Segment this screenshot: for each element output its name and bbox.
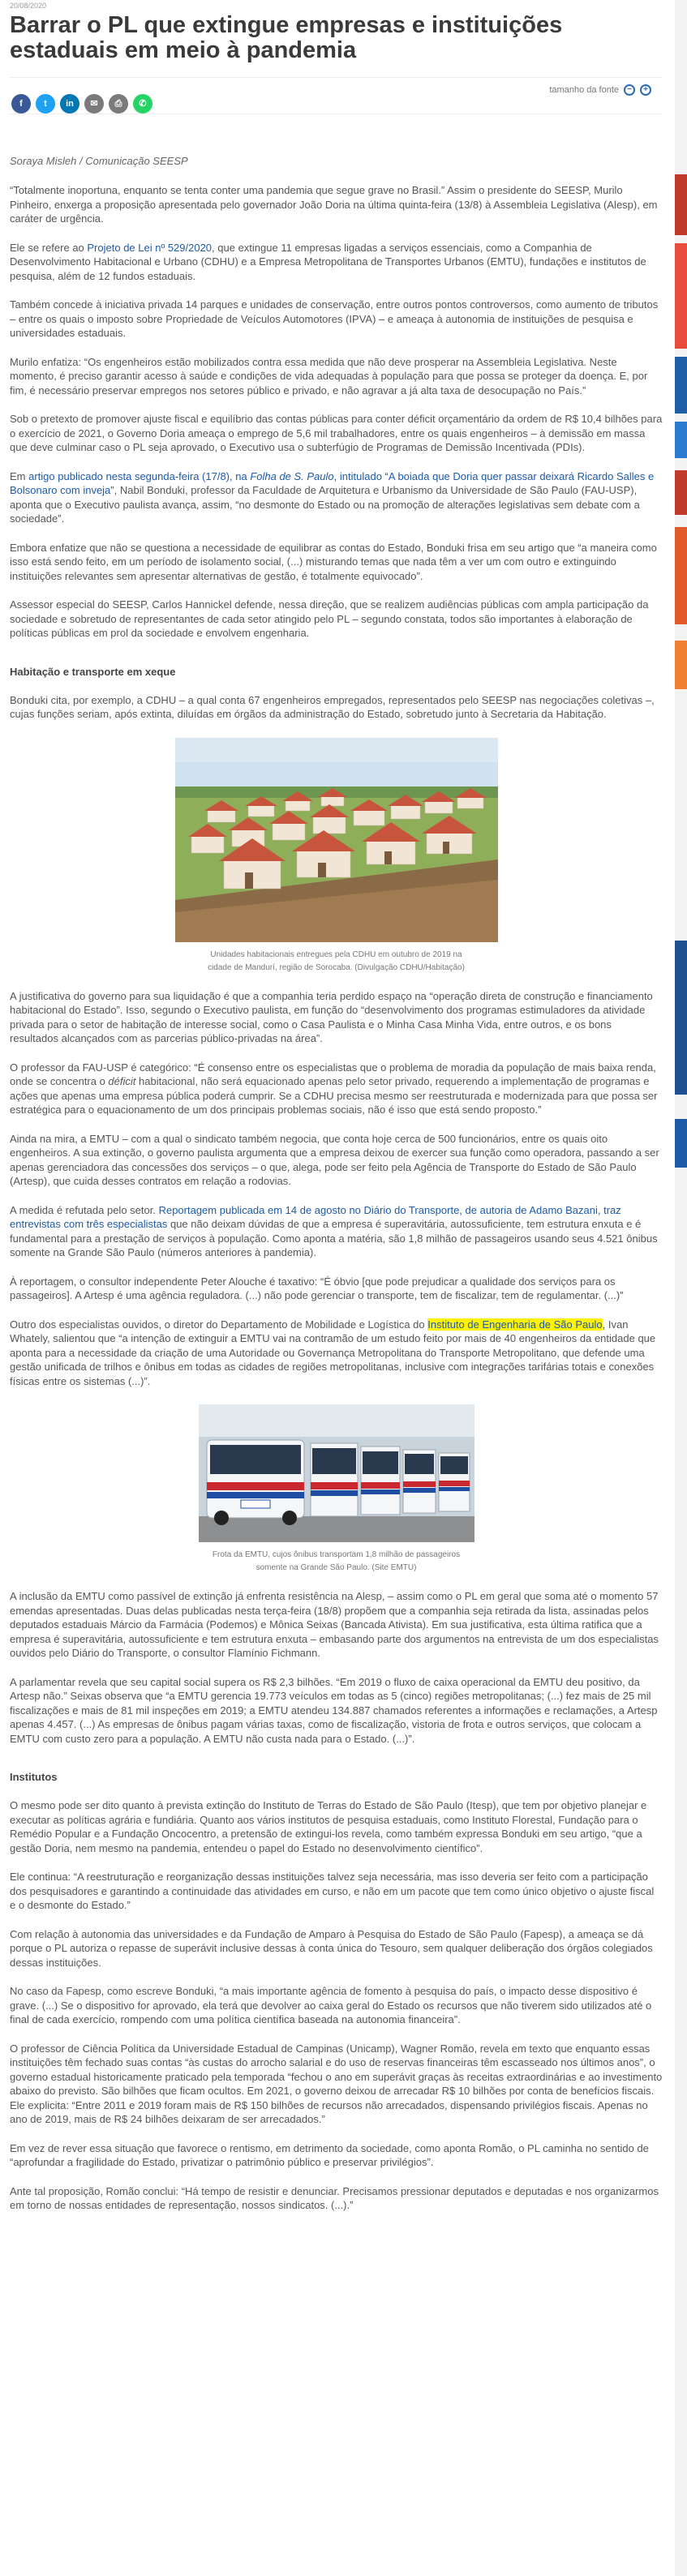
paragraph bbox=[10, 1203, 663, 1260]
paragraph: A inclusão da EMTU como passível de extinção já enfrenta resistência na Alesp, – assim como o PL em geral que soma até o momento 57 emendas apresentadas. Duas delas publicadas nesta terça-feira (18/8) propõem que a companhia seja retirada da lista, assinadas pelos deputados estaduais Márcio da Farmácia (Podemos) e Mônica Seixas (Bancada Ativista). Em sua justificativa, esta última ratifica que a empresa é superavitária, autossuficiente e tem estrutura enxuta – embasando parte dos argumentos na entrevista de um dos especialistas ouvidos pelo Diário do Transporte, o consultor Flamínio Fichmann. bbox=[10, 1590, 659, 1659]
sidebar-banner[interactable] bbox=[675, 941, 687, 1095]
caption-line: cidade de Mandurí, região de Sorocaba. (Divulgação CDHU/Habitação) bbox=[208, 962, 465, 972]
figure-caption bbox=[199, 1549, 474, 1575]
paragraph: À reportagem, o consultor independente Peter Alouche é taxativo: “É óbvio [que pode prejudicar a qualidade dos serviços para os passageiros]. A Artesp é uma agência reguladora. (...) não pode gerenciar o transporte, tem de fiscalizar, tem de regulamentar. (...)” bbox=[10, 1275, 624, 1301]
paragraph: A parlamentar revela que seu capital social supera os R$ 2,3 bilhões. “Em 2019 o fluxo de caixa operacional da EMTU deu positivo, da Artesp não.” Seixas observa que “a EMTU gerencia 19.773 veículos em todas as 5 (cinco) regiões metropolitanas; (...) fez mais de 25 mil fiscalizações e mais de 81 mil inspeções em 2019; a EMTU atendeu 134.887 chamados referentes a informações e reclamações, a Artesp apenas 4.457. (...) As empresas de ônibus pagam várias taxas, como de fiscalização, vistoria de frota e outros serviços, que colocam a EMTU com custo zero para a população. A EMTU não custa nada para o Estado. (...)”. bbox=[10, 1675, 658, 1745]
article bbox=[10, 0, 663, 2213]
font-size-control bbox=[549, 84, 651, 96]
bus-figure bbox=[199, 1404, 474, 1575]
paragraph: Embora enfatize que não se questiona a necessidade de equilibrar as contas do Estado, Bonduki frisa em seu artigo que “a maneira como isso está sendo feito, em um período de isolamento social, (...) misturando temas que nada têm a ver um com outro e extinguindo instituições relevantes sem apresentar alternativas de gestão, é totalmente equivocado”. bbox=[10, 541, 657, 582]
sidebar-banner[interactable] bbox=[675, 422, 687, 458]
paragraph bbox=[10, 469, 663, 526]
pl-529-link[interactable]: Projeto de Lei nº 529/2020 bbox=[87, 241, 213, 254]
paragraph: Ele continua: “A reestruturação e reorganização dessas instituições talvez seja necessária, mas isso deveria ser feito com a participação dos pesquisadores e garantindo a continuidade das atividades em curso, e não em um pacote que tem como único objetivo o ajuste fiscal e o desmonte do Estado.” bbox=[10, 1871, 655, 1911]
caption-line: Unidades habitacionais entregues pela CDHU em outubro de 2019 na bbox=[210, 949, 462, 959]
email-icon[interactable]: ✉ bbox=[84, 94, 104, 114]
sidebar-banner[interactable] bbox=[675, 527, 687, 624]
linkedin-icon[interactable]: in bbox=[60, 94, 79, 114]
section-heading: Institutos bbox=[10, 1771, 58, 1783]
paragraph bbox=[10, 1061, 663, 1117]
housing-figure bbox=[175, 738, 498, 975]
sidebar-banner[interactable] bbox=[675, 174, 687, 235]
section-heading: Habitação e transporte em xeque bbox=[10, 665, 176, 678]
text: , Ivan Whately, salientou que “a intenção de extinguir a EMTU vai na contramão de um estudo feito por mais de 40 engenheiros da entidade que aponta para a necessidade da criação de uma Autoridade ou Governança Metropolitana do Transporte Metropolitano, que defende uma gestão unificada de trilhos e ônibus em todas as cidades de regiões metropolitanas, inclusive com integrações tarifárias totais e conexões físicas entre os sistemas (...)”. bbox=[10, 1318, 656, 1387]
sidebar-banner[interactable] bbox=[675, 357, 687, 414]
text: Ele se refere ao bbox=[10, 241, 88, 254]
zoom-in-icon[interactable]: + bbox=[640, 84, 651, 96]
text: , Nabil Bonduki, professor da Faculdade de Arquitetura e Urbanismo da Universidade de São Paulo (FAU-USP), aponta que o Executivo paulista avança, assim, “no desmonte do Estado ou na promoção de alterações legislativas sem debate com a sociedade”. bbox=[10, 484, 640, 525]
paragraph: No caso da Fapesp, como escreve Bonduki, “a mais importante agência de fomento à pesquisa do país, o impacto desse dispositivo é grave. (...) Se o dispositivo for aprovado, ela terá que devolver ao caixa geral do Estado os recursos que não tiverem sido utilizados até o final de cada exercício, rompendo com uma política científica baseada na autonomia financeira”. bbox=[10, 1985, 652, 2025]
caption-line: Frota da EMTU, cujos ônibus transportam 1,8 milhão de passageiros bbox=[212, 1550, 461, 1559]
text: , intitulado “A boiada que Doria quer passar deixará Ricardo Salles e Bolsonaro com inveja” bbox=[10, 469, 655, 496]
sidebar-banner[interactable] bbox=[675, 470, 687, 515]
text: que não deixam dúvidas de que a empresa é superavitária, autossuficiente, tem estrutura enxuta e é fundamental para a prestação de serviços à população. Como aponta a matéria, são 1,8 milhão de passageiros usando seus 4.521 ônibus somente na Grande São Paulo (números anteriores à pandemia). bbox=[10, 1218, 658, 1258]
caption-line: somente na Grande São Paulo. (Site EMTU) bbox=[255, 1563, 417, 1572]
text: déficit bbox=[108, 1075, 136, 1087]
right-sidebar bbox=[675, 0, 687, 2576]
article-author: Soraya Misleh / Comunicação SEESP bbox=[10, 155, 188, 167]
text: Folha de S. Paulo bbox=[250, 469, 334, 482]
paragraph bbox=[10, 241, 663, 284]
sidebar-banner[interactable] bbox=[675, 1119, 687, 1168]
text: Em bbox=[10, 469, 29, 482]
facebook-icon[interactable]: f bbox=[11, 94, 31, 114]
paragraph: Sob o pretexto de promover ajuste fiscal e equilíbrio das contas públicas para conter déficit orçamentário da ordem de R$ 10,4 bilhões para o exercício de 2021, o Governo Doria ameaça o emprego de 5,6 mil trabalhadores, entre os quais engenheiros – à demissão em massa que deve culminar caso o PL seja aprovado, o Executivo usa o subterfúgio de Programas de Demissão Incentivada (PDIs). bbox=[10, 413, 663, 453]
text: artigo publicado nesta segunda-feira (17/8), na bbox=[28, 469, 251, 482]
instituto-engenharia-link[interactable]: Instituto de Engenharia de São Paulo bbox=[427, 1318, 603, 1331]
article-title: Barrar o PL que extingue empresas e instituições estaduais em meio à pandemia bbox=[10, 12, 563, 63]
paragraph: Ainda na mira, a EMTU – com a qual o sindicato também negocia, que conta hoje cerca de 500 funcionários, entre os quais oito engenheiros. A sua extinção, o governo paulista argumenta que a empresa deixou de exercer sua função como operadora, passando a ser apenas gerenciadora das concessões dos serviços – o que, alega, pode ser feito pela Agência de Transporte do Estado de São Paulo (Artesp), que cuida desses contratos em relação a rodovias. bbox=[10, 1132, 659, 1187]
diario-transporte-link[interactable]: Reportagem publicada em 14 de agosto no Diário do Transporte, de autoria de Adamo Bazani, traz entrevistas com três especialistas bbox=[10, 1203, 621, 1230]
sidebar-banner[interactable] bbox=[675, 641, 687, 689]
housing-photo bbox=[175, 738, 498, 942]
paragraph: Também concede à iniciativa privada 14 parques e unidades de conservação, entre outros pontos controversos, como aumento de tributos – entre os quais o imposto sobre Propriedade de Veículos Automotores (IPVA) – e ameaça à autonomia de instituições de pesquisa e universidades estaduais. bbox=[10, 298, 659, 339]
text: habitacional, não será equacionado apenas pelo setor privado, requerendo a implementação de programas e ações que apenas uma empresa pública poderá cumprir. Se a CDHU precisa mesmo ser reestruturada e modernizada para que possa ser estratégica para o equacionamento de um dos principais problemas sociais, não é isso que está sendo proposto.” bbox=[10, 1075, 658, 1116]
zoom-out-icon[interactable]: − bbox=[624, 84, 635, 96]
sidebar-banner[interactable] bbox=[675, 243, 687, 349]
paragraph: A justificativa do governo para sua liquidação é que a companhia teria perdido espaço na “operação direta de construção e financiamento habitacional do Estado”. Isso, segundo o Executivo paulista, em função do “desenvolvimento dos programas estimuladores da atividade privada para o setor de habitação de interesse social, como o Casa Paulista e o Minha Casa Minha Vida, entre outros, e os bons resultados alcançados com as parcerias público-privadas na área”. bbox=[10, 989, 653, 1044]
paragraph: Bonduki cita, por exemplo, a CDHU – a qual conta 67 engenheiros empregados, representados pelo SEESP nas negociações coletivas –, cujas funções seriam, após extinta, diluídas em órgãos da administração do Estado, sobretudo junto à Secretaria da Habitação. bbox=[10, 693, 655, 720]
figure-caption bbox=[175, 949, 498, 975]
text: Outro dos especialistas ouvidos, o diretor do Departamento de Mobilidade e Logística do bbox=[10, 1318, 428, 1331]
text: , que extingue 11 empresas ligadas a serviços essenciais, como a Companhia de Desenvolvimento Habitacional e Urbano (CDHU) e a Empresa Metropolitana de Transportes Urbanos (EMTU), fundações e institutos de pesquisa, além de 12 fundos estaduais. bbox=[10, 241, 646, 282]
paragraph: O mesmo pode ser dito quanto à prevista extinção do Instituto de Terras do Estado de São Paulo (Itesp), que tem por objetivo planejar e executar as políticas agrária e fundiária. Quanto aos vários institutos de pesquisa estaduais, como Instituto Florestal, Fundação para o Remédio Popular e a Fundação Oncocentro, a pretensão de extingui-los revela, como também expressa Bonduki em seu artigo, “que a gestão Doria, nem mesmo na pandemia, entendeu o papel do Estado no desenvolvimento científico”. bbox=[10, 1799, 647, 1854]
paragraph: Ante tal proposição, Romão conclui: “Há tempo de resistir e denunciar. Precisamos pressionar deputados e deputadas e nos organizarmos em torno de nossas entidades de representação, nossos sindicatos. (...).” bbox=[10, 2184, 659, 2211]
paragraph: Assessor especial do SEESP, Carlos Hannickel defende, nessa direção, que se realizem audiências públicas com ampla participação da sociedade e sobretudo de representantes de cada setor atingido pelo PL – segundo constata, todos são importantes à elaboração de políticas públicas em prol da sociedade e envolvem engenharia. bbox=[10, 598, 649, 639]
font-size-label: tamanho da fonte bbox=[549, 85, 619, 95]
paragraph: “Totalmente inoportuna, enquanto se tenta conter uma pandemia que segue grave no Brasil.” Assim o presidente do SEESP, Murilo Pinheiro, enxerga a proposição apresentada pelo governador João Doria na última quinta-feira (13/8) à Assembleia Legislativa (Alesp), em caráter de urgência. bbox=[10, 184, 658, 225]
twitter-icon[interactable]: t bbox=[36, 94, 55, 114]
text: O professor da FAU-USP é categórico: “É consenso entre os especialistas que o problema de moradia da população de mais baixa renda, onde se concentra o bbox=[10, 1061, 656, 1087]
paragraph: Em vez de rever essa situação que favorece o rentismo, em detrimento da sociedade, como aponta Romão, o PL caminha no sentido de “aprofundar a fragilidade do Estado, privatizar o patrimônio público e preservar privilégios”. bbox=[10, 2141, 649, 2168]
print-icon[interactable]: ⎙ bbox=[109, 94, 128, 114]
paragraph: Com relação à autonomia das universidades e da Fundação de Amparo à Pesquisa do Estado de São Paulo (Fapesp), a ameaça se dá porque o PL autoriza o repasse de superávit inclusive dessas à conta única do Tesouro, sem qualquer deliberação dos órgãos colegiados dessas instituições. bbox=[10, 1927, 653, 1969]
bus-photo bbox=[199, 1404, 474, 1542]
article-toolbar bbox=[10, 77, 663, 114]
text: A medida é refutada pelo setor. bbox=[10, 1203, 159, 1216]
paragraph: Murilo enfatiza: “Os engenheiros estão mobilizados contra essa medida que não deve prosperar na Assembleia Legislativa. Neste momento, é preciso garantir acesso à saúde e condições de vida adequadas à população para que possa se proteger da doença. E, por fim, é necessário preservar empregos nos setores público e privado, e não agravar a já alta taxa de desocupação no País.” bbox=[10, 355, 648, 396]
share-bar bbox=[11, 94, 152, 114]
paragraph: O professor de Ciência Política da Universidade Estadual de Campinas (Unicamp), Wagner Romão, revela em texto que enquanto essas instituições têm fechado suas contas “às custas do arrocho salarial e do uso de reservas financeiras têm escasseado nos últimos anos”, o governo estadual historicamente praticado pela temporada “fechou o ano em superávit graças às receitas extraordinárias e ao investimento abaixo do previsto. São bilhões que ficam ocultos. Em 2021, o governo deixou de arrecadar R$ 10 bilhões por conta de benefícios fiscais. Ele explicita: “Entre 2011 e 2019 foram mais de R$ 150 bilhões de recursos não arrecadados, dispensando privilégios fiscais. Apenas no ano de 2019, mais de R$ 24 bilhões deixaram de ser arrecadados.” bbox=[10, 2042, 663, 2125]
article-date: 20/08/2020 bbox=[10, 2, 47, 10]
paragraph bbox=[10, 1318, 663, 1389]
whatsapp-icon[interactable]: ✆ bbox=[133, 94, 152, 114]
